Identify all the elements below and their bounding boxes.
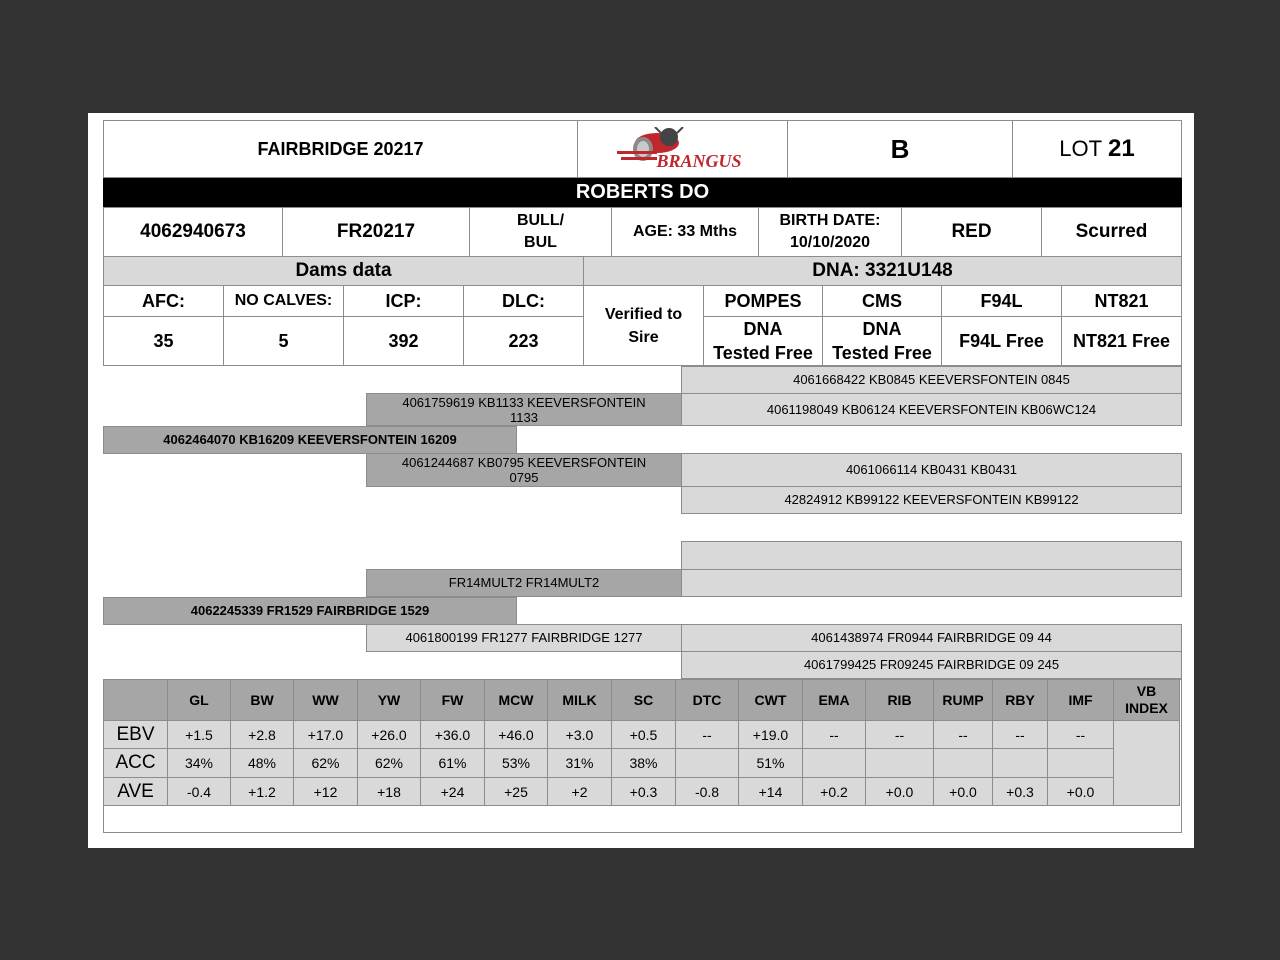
- dams-header-afc: AFC:: [103, 285, 224, 317]
- animal-name-cell: [103, 120, 578, 178]
- ebv-corner: [103, 679, 168, 721]
- ebv-header-rby: RBY: [992, 679, 1048, 721]
- ebv-cell-ebv-milk: +3.0: [547, 720, 612, 749]
- dna-header-cms: CMS: [822, 285, 942, 317]
- grade-cell: [787, 120, 1013, 178]
- animal-age: AGE: 33 Mths: [611, 207, 759, 257]
- dna-header-f94l: F94L: [941, 285, 1062, 317]
- ebv-header-milk: MILK: [547, 679, 612, 721]
- ebv-cell-acc-milk: 31%: [547, 748, 612, 778]
- animal-name: FAIRBRIDGE 20217: [257, 138, 424, 159]
- ebv-header-mcw: MCW: [484, 679, 548, 721]
- ebv-cell-acc-rump: [933, 748, 993, 778]
- ebv-cell-ave-ww: +12: [293, 777, 358, 806]
- lot-cell: [1012, 120, 1182, 178]
- dams-header-no-calves: NO CALVES:: [223, 285, 344, 317]
- dna-value-f94l: F94L Free: [941, 316, 1062, 366]
- ebv-cell-acc-cwt: 51%: [738, 748, 803, 778]
- ebv-row-label-ebv: EBV: [103, 720, 168, 749]
- ebv-header-ww: WW: [293, 679, 358, 721]
- ebv-header-imf: IMF: [1047, 679, 1114, 721]
- grade: B: [890, 133, 910, 164]
- ebv-cell-acc-sc: 38%: [611, 748, 676, 778]
- ebv-cell-ebv-ema: --: [802, 720, 866, 749]
- dna-value-pompes: DNA Tested Free: [703, 316, 823, 366]
- ebv-cell-ave-yw: +18: [357, 777, 421, 806]
- ebv-cell-acc-gl: 34%: [167, 748, 231, 778]
- pedigree-sire-dam-dam: 42824912 KB99122 KEEVERSFONTEIN KB99122: [681, 486, 1182, 514]
- ebv-cell-ave-rib: +0.0: [865, 777, 934, 806]
- pedigree-dam-dam-sire: 4061438974 FR0944 FAIRBRIDGE 09 44: [681, 624, 1182, 652]
- animal-sex: BULL/ BUL: [469, 207, 612, 257]
- ebv-cell-ave-cwt: +14: [738, 777, 803, 806]
- ebv-header-gl: GL: [167, 679, 231, 721]
- pedigree-dam-dam-dam: 4061799425 FR09245 FAIRBRIDGE 09 245: [681, 651, 1182, 679]
- birth-date: BIRTH DATE: 10/10/2020: [758, 207, 902, 257]
- ebv-header-sc: SC: [611, 679, 676, 721]
- dams-header-icp: ICP:: [343, 285, 464, 317]
- ebv-cell-ebv-rib: --: [865, 720, 934, 749]
- ebv-header-ema: EMA: [802, 679, 866, 721]
- horn-status: Scurred: [1041, 207, 1182, 257]
- pedigree-dam-dam: 4061800199 FR1277 FAIRBRIDGE 1277: [366, 624, 682, 652]
- dams-value-icp: 392: [343, 316, 464, 366]
- ebv-cell-ebv-ww: +17.0: [293, 720, 358, 749]
- ebv-cell-ave-gl: -0.4: [167, 777, 231, 806]
- ebv-cell-acc-yw: 62%: [357, 748, 421, 778]
- ebv-header-dtc: DTC: [675, 679, 739, 721]
- pedigree-dam-sire-dam: [681, 569, 1182, 597]
- ebv-row-label-acc: ACC: [103, 748, 168, 778]
- ebv-cell-ave-mcw: +25: [484, 777, 548, 806]
- dams-value-afc: 35: [103, 316, 224, 366]
- owner-bar: [103, 178, 1182, 207]
- ebv-cell-ebv-rby: --: [992, 720, 1048, 749]
- ebv-cell-ave-sc: +0.3: [611, 777, 676, 806]
- dna-value-cms: DNA Tested Free: [822, 316, 942, 366]
- ebv-header-cwt: CWT: [738, 679, 803, 721]
- ebv-cell-ebv-imf: --: [1047, 720, 1114, 749]
- pedigree-sire-dam: 4061244687 KB0795 KEEVERSFONTEIN 0795: [366, 453, 682, 487]
- ebv-cell-ave-ema: +0.2: [802, 777, 866, 806]
- ebv-cell-ave-milk: +2: [547, 777, 612, 806]
- pedigree-sire-sire: 4061759619 KB1133 KEEVERSFONTEIN 1133: [366, 393, 682, 426]
- ebv-header-bw: BW: [230, 679, 294, 721]
- brangus-logo: [613, 127, 753, 171]
- dams-value-dlc: 223: [463, 316, 584, 366]
- ebv-cell-ebv-dtc: --: [675, 720, 739, 749]
- pedigree-dam: 4062245339 FR1529 FAIRBRIDGE 1529: [103, 597, 517, 625]
- animal-id: 4062940673: [103, 207, 283, 257]
- ebv-cell-ave-dtc: -0.8: [675, 777, 739, 806]
- svg-text:BRANGUS: BRANGUS: [655, 151, 742, 171]
- dna-title: DNA: 3321U148: [583, 256, 1182, 286]
- dams-header-dlc: DLC:: [463, 285, 584, 317]
- ebv-table: [103, 679, 1182, 833]
- dna-header-nt821: NT821: [1061, 285, 1182, 317]
- ebv-cell-ave-rby: +0.3: [992, 777, 1048, 806]
- ebv-cell-ave-bw: +1.2: [230, 777, 294, 806]
- pedigree-dam-sire: FR14MULT2 FR14MULT2: [366, 569, 682, 597]
- dna-header-pompes: POMPES: [703, 285, 823, 317]
- dams-title: Dams data: [103, 256, 584, 286]
- ebv-cell-ave-fw: +24: [420, 777, 485, 806]
- ebv-cell-ebv-sc: +0.5: [611, 720, 676, 749]
- pedigree-dam-sire-sire: [681, 541, 1182, 570]
- ebv-cell-ave-rump: +0.0: [933, 777, 993, 806]
- ebv-cell-acc-rib: [865, 748, 934, 778]
- dna-value-nt821: NT821 Free: [1061, 316, 1182, 366]
- pedigree-sire: 4062464070 KB16209 KEEVERSFONTEIN 16209: [103, 426, 517, 454]
- ebv-cell-ave-imf: +0.0: [1047, 777, 1114, 806]
- ebv-cell-acc-mcw: 53%: [484, 748, 548, 778]
- ebv-cell-ebv-mcw: +46.0: [484, 720, 548, 749]
- pedigree-sire-sire-dam: 4061198049 KB06124 KEEVERSFONTEIN KB06WC124: [681, 393, 1182, 426]
- ebv-cell-acc-fw: 61%: [420, 748, 485, 778]
- animal-tag: FR20217: [282, 207, 470, 257]
- ebv-row-label-ave: AVE: [103, 777, 168, 806]
- pedigree-sire-dam-sire: 4061066114 KB0431 KB0431: [681, 453, 1182, 487]
- ebv-cell-acc-ema: [802, 748, 866, 778]
- ebv-index-value: [1113, 720, 1180, 806]
- ebv-header-rump: RUMP: [933, 679, 993, 721]
- ebv-cell-acc-dtc: [675, 748, 739, 778]
- ebv-cell-ebv-rump: --: [933, 720, 993, 749]
- lot-number: 21: [1108, 135, 1135, 162]
- ebv-cell-acc-rby: [992, 748, 1048, 778]
- lot-card: [88, 113, 1194, 848]
- ebv-header-fw: FW: [420, 679, 485, 721]
- ebv-cell-acc-imf: [1047, 748, 1114, 778]
- ebv-cell-ebv-bw: +2.8: [230, 720, 294, 749]
- ebv-cell-ebv-fw: +36.0: [420, 720, 485, 749]
- lot-prefix: LOT: [1059, 136, 1103, 161]
- ebv-cell-ebv-gl: +1.5: [167, 720, 231, 749]
- owner-name: ROBERTS DO: [575, 181, 710, 203]
- ebv-cell-ebv-cwt: +19.0: [738, 720, 803, 749]
- ebv-header-yw: YW: [357, 679, 421, 721]
- pedigree-sire-sire-sire: 4061668422 KB0845 KEEVERSFONTEIN 0845: [681, 366, 1182, 394]
- animal-color: RED: [901, 207, 1042, 257]
- ebv-cell-acc-ww: 62%: [293, 748, 358, 778]
- dna-verified: Verified to Sire: [583, 285, 704, 366]
- dams-value-no-calves: 5: [223, 316, 344, 366]
- ebv-header-rib: RIB: [865, 679, 934, 721]
- ebv-header-vb-index: VB INDEX: [1113, 679, 1180, 721]
- logo-cell: [577, 120, 788, 178]
- ebv-cell-ebv-yw: +26.0: [357, 720, 421, 749]
- ebv-cell-acc-bw: 48%: [230, 748, 294, 778]
